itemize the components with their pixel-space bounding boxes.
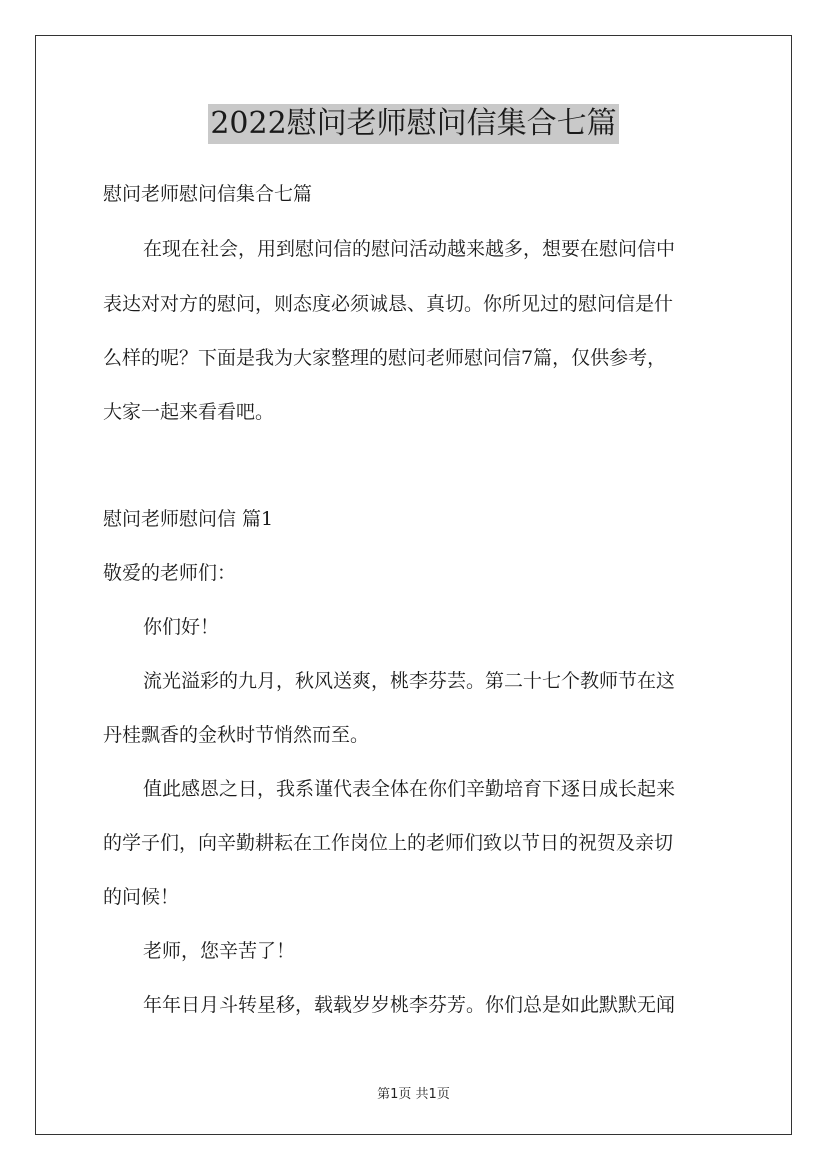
salutation: 敬爱的老师们： <box>103 562 237 584</box>
para2-line-1: 值此感恩之日，我系谨代表全体在你们辛勤培育下逐日成长起来 <box>143 778 676 800</box>
page-footer: 第1页 共1页 <box>377 1087 450 1102</box>
intro-line-1: 在现在社会，用到慰问信的慰问活动越来越多，想要在慰问信中 <box>143 238 676 260</box>
para2-line-3: 的问候！ <box>103 886 180 908</box>
para3: 老师，您辛苦了！ <box>143 940 296 962</box>
document-title: 2022慰问老师慰问信集合七篇 <box>208 104 618 144</box>
para1-line-2: 丹桂飘香的金秋时节悄然而至。 <box>103 724 370 746</box>
intro-line-3: 么样的呢？下面是我为大家整理的慰问老师慰问信7篇，仅供参考， <box>103 347 667 369</box>
para1-line-1: 流光溢彩的九月，秋风送爽，桃李芬芸。第二十七个教师节在这 <box>143 670 676 692</box>
para2-line-2: 的学子们，向辛勤耕耘在工作岗位上的老师们致以节日的祝贺及亲切 <box>103 832 674 854</box>
intro-line-2: 表达对对方的慰问，则态度必须诚恳、真切。你所见过的慰问信是什 <box>103 293 674 315</box>
greeting: 你们好！ <box>143 616 220 638</box>
title-container <box>0 104 827 144</box>
intro-line-4: 大家一起来看看吧。 <box>103 401 275 423</box>
section-heading: 慰问老师慰问信 篇1 <box>103 508 274 530</box>
subtitle: 慰问老师慰问信集合七篇 <box>103 183 313 205</box>
para4-line-1: 年年日月斗转星移，载载岁岁桃李芬芳。你们总是如此默默无闻 <box>143 994 676 1016</box>
